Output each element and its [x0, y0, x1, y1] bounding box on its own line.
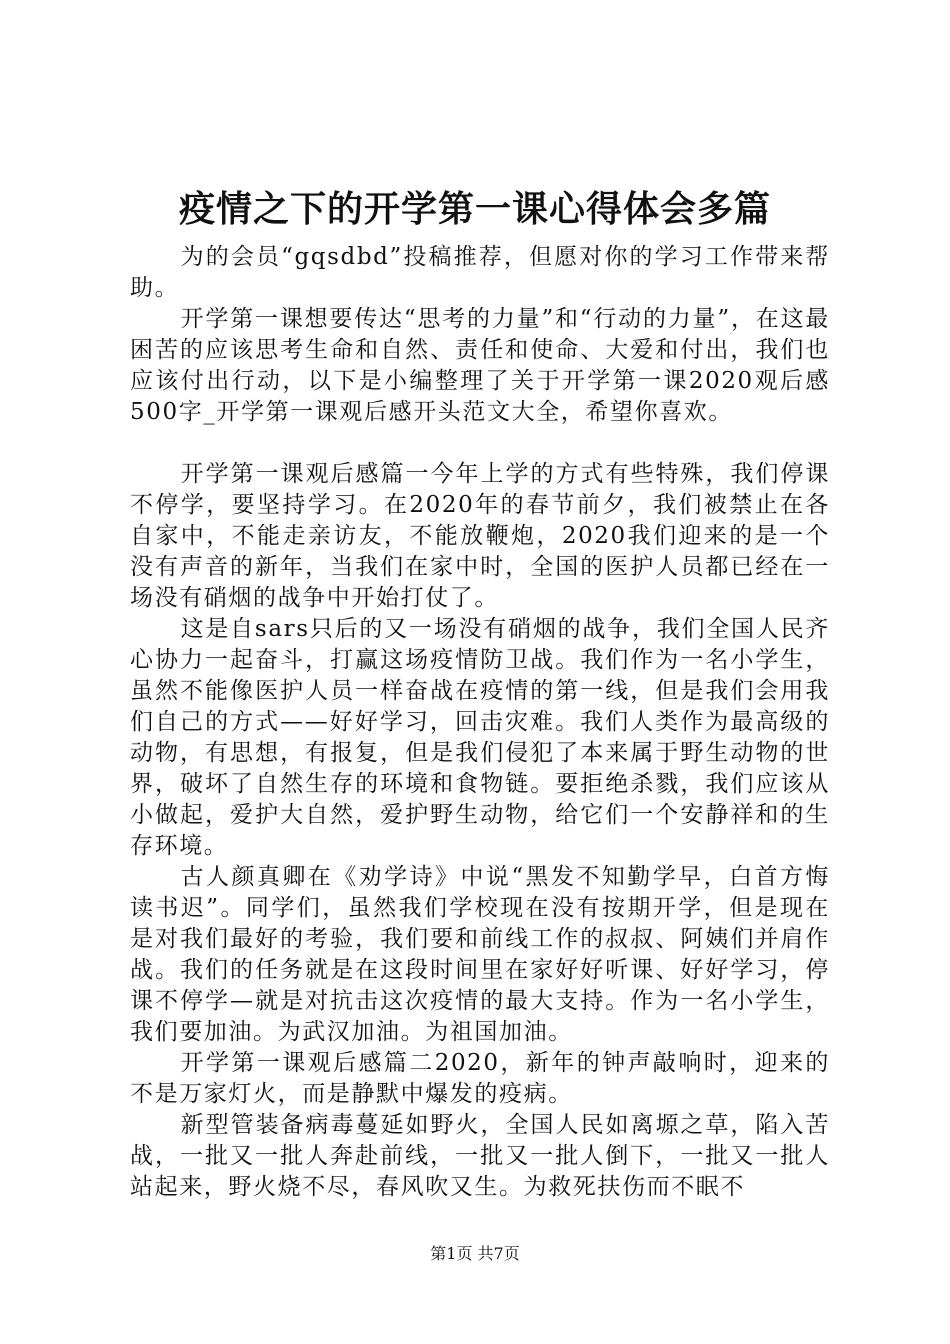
- paragraph-essay-1: 开学第一课观后感篇一今年上学的方式有些特殊，我们停课不停学，要坚持学习。在2020年的春节前夕，我们被禁止在各自家中，不能走亲访友，不能放鞭炮，2020我们迎来的是一个没有声音的新年，当我们在家中时，全国的医护人员都已经在一场没有硝烟的战争中开始打仗了。: [130, 461, 830, 611]
- paragraph-essay-2-cont: 新型管装备病毒蔓延如野火，全国人民如离塬之草，陷入苦战，一批又一批人奔赴前线，一批又一批人倒下，一批又一批人站起来，野火烧不尽，春风吹又生。为救死扶伤而不眠不: [130, 1112, 830, 1200]
- paragraph-summary: 开学第一课想要传达“思考的力量”和“行动的力量”，在这最困苦的应该思考生命和自然、责任和使命、大爱和付出，我们也应该付出行动，以下是小编整理了关于开学第一课2020观后感500字_开学第一课观后感开头范文大全，希望你喜欢。: [130, 306, 830, 425]
- paragraph-intro: 为的会员“gqsdbd”投稿推荐，但愿对你的学习工作带来帮助。: [130, 244, 830, 301]
- paragraph-essay-2: 开学第一课观后感篇二2020，新年的钟声敲响时，迎来的不是万家灯火，而是静默中爆发的疫病。: [130, 1050, 830, 1107]
- page-number-footer: 第1页 共7页: [430, 1244, 520, 1263]
- document-title: 疫情之下的开学第一课心得体会多篇: [178, 188, 771, 230]
- paragraph-essay-1-end: 古人颜真卿在《劝学诗》中说“黑发不知勤学早，白首方悔读书迟”。同学们，虽然我们学校现在没有按期开学，但是现在是对我们最好的考验，我们要和前线工作的叔叔、阿姨们并肩作战。我们的任务就是在这段时间里在家好好听课、好好学习，停课不停学—就是对抗击这次疫情的最大支持。作为一名小学生，我们要加油。为武汉加油。为祖国加油。: [130, 864, 830, 1045]
- paragraph-essay-1-cont: 这是自sars只后的又一场没有硝烟的战争，我们全国人民齐心协力一起奋斗，打赢这场疫情防卫战。我们作为一名小学生，虽然不能像医护人员一样奋战在疫情的第一线，但是我们会用我们自己的方式——好好学习，回击灾难。我们人类作为最高级的动物，有思想，有报复，但是我们侵犯了本来属于野生动物的世界，破坏了自然生存的环境和食物链。要拒绝杀戮，我们应该从小做起，爱护大自然，爱护野生动物，给它们一个安静祥和的生存环境。: [130, 616, 830, 859]
- document-body: [130, 242, 830, 1203]
